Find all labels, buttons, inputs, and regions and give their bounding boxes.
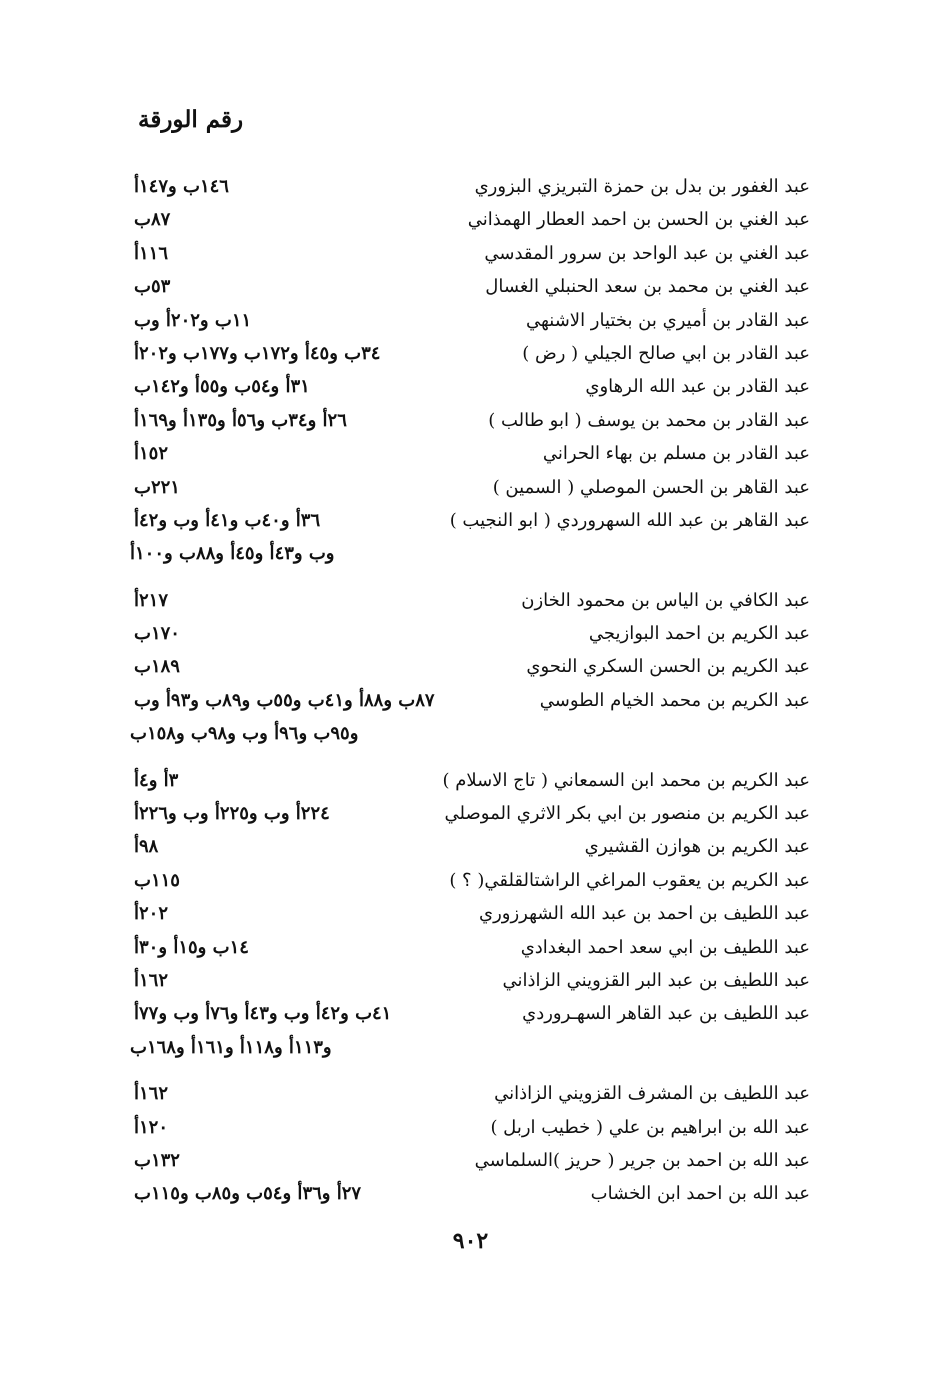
entry-name: عبد القادر بن مسلم بن بهاء الحراني [542,443,810,465]
index-entry [130,437,810,470]
entry-folio-reference: ٥٣ب [134,276,171,298]
entry-folio-reference: ١٣٢ب [134,1149,180,1171]
index-entry [130,684,810,717]
entry-folio-reference: ١٨٩ب [134,656,180,678]
entry-folio-reference: و١١٣أ و١١٨أ و١٦١أ و١٦٨ب [130,1036,332,1058]
index-entry [130,304,810,337]
entry-name: عبد اللطيف بن عبد البر القزويني الزاذاني [502,969,810,991]
index-entry [130,404,810,437]
entry-name: عبد الكريم بن محمد ابن السمعاني ( تاج الاسلام ) [442,769,810,791]
index-entry [130,864,810,897]
entry-name: عبد الكافي بن الياس بن محمود الخازن [521,589,810,611]
entry-name: عبد القادر بن عبد الله الرهاوي [585,376,810,398]
entry-name: عبد الله بن احمد ابن الخشاب [590,1183,810,1205]
entry-name: عبد الكريم بن هوازن القشيري [584,836,810,858]
entry-folio-reference: ٢٦أ و٣٤ب و٥٦أ و١٣٥أ و١٦٩أ [134,409,347,431]
entry-name: عبد القاهر بن الحسن الموصلي ( السمين ) [492,476,810,498]
entry-folio-reference: ٨٧ب [134,209,171,231]
index-entry [130,237,810,270]
index-entry [130,931,810,964]
entry-folio-reference: ١٧٠ب [134,623,180,645]
index-entry [130,1077,810,1110]
entry-name: عبد الله بن احمد بن جرير ( حريز )السلماسي [474,1149,810,1171]
index-entry [130,584,810,617]
entry-name: عبد الكريم بن منصور بن ابي بكر الاثري الموصلي [444,803,810,825]
entry-folio-reference: ١١ب و٢٠٢أ وب [134,309,252,331]
entry-folio-reference: ٨٧ب و٨٨أ و٤١ب و٥٥ب و٨٩ب و٩٣أ وب [134,689,435,711]
entry-name: عبد الكريم بن احمد البوازيجي [588,623,810,645]
index-entry [130,797,810,830]
entry-name: عبد اللطيف بن عبد القاهر السهـروردي [522,1003,810,1025]
entry-folio-reference: ٢٠٢أ [134,903,169,925]
entry-folio-reference: ٣٦أ و٤٠ب و٤١أ وب و٤٢أ [134,509,321,531]
entry-folio-reference: ٣٤ب و٤٥أ و١٧٢ب و١٧٧ب و٢٠٢أ [134,342,381,364]
entry-name: عبد الكريم بن محمد الخيام الطوسي [539,689,810,711]
entry-name: عبد الغني بن محمد بن سعد الحنبلي الغسال [485,276,810,298]
entry-name: عبد الغني بن عبد الواحد بن سرور المقدسي [484,242,810,264]
entry-folio-reference: ١٤٦ب و١٤٧أ [134,176,229,197]
index-entry [130,1111,810,1144]
column-heading: رقم الورقة [138,106,244,133]
entry-folio-reference: ١١٥ب [134,869,180,891]
index-entry [130,370,810,403]
entry-folio-reference: وب و٤٣أ و٤٥أ و٨٨ب و١٠٠أ [130,543,335,565]
entry-folio-reference: ٢٢١ب [134,476,180,498]
entry-folio-reference: ١٢٠أ [134,1116,169,1138]
index-entry [130,1177,810,1210]
index-entry [130,830,810,863]
entry-folio-reference: ١٥٢أ [134,443,169,465]
entry-name: عبد القاهر بن عبد الله السهروردي ( ابو النجيب ) [449,509,810,531]
page-number: ٩٠٢ [452,1228,489,1254]
index-entry [130,504,810,537]
index-entry [130,203,810,236]
entry-folio-reference: ٩٨أ [134,836,159,858]
entry-name: عبد الكريم بن الحسن السكري النحوي [526,656,810,678]
index-entry-continuation [130,1031,810,1064]
entry-folio-reference: ٢٧أ و٣٦أ و٥٤ب و٨٥ب و١١٥ب [134,1183,362,1205]
entry-folio-reference: ١٦٢أ [134,1083,169,1105]
entry-folio-reference: ٢١٧أ [134,589,169,611]
index-entry [130,1144,810,1177]
entry-name: عبد اللطيف بن ابي سعد احمد البغدادي [520,936,810,958]
index-entry-continuation [130,717,810,750]
index-entry-continuation [130,537,810,570]
index-entry [130,170,810,203]
index-list [130,170,810,1211]
entry-name: عبد اللطيف بن احمد بن عبد الله الشهرزوري [478,903,810,925]
index-entry [130,650,810,683]
entry-folio-reference: ٤١ب و٤٢أ وب و٤٣أ و٧٦أ وب و٧٧أ [134,1003,392,1025]
entry-name: عبد الله بن ابراهيم بن علي ( خطيب اربل ) [490,1116,810,1138]
entry-name: عبد اللطيف بن المشرف القزويني الزاذاني [494,1083,810,1105]
entry-folio-reference: ٣١أ و٥٤ب و٥٥أ و١٤٢ب [134,376,310,398]
entry-folio-reference: ١١٦أ [134,242,169,264]
index-entry [130,471,810,504]
entry-name: عبد الغفور بن بدل بن حمزة التبريزي البزوري [474,176,810,197]
entry-name: عبد القادر بن أميري بن بختيار الاشنهي [525,309,810,331]
entry-folio-reference: ٣أ و٤أ [134,769,179,791]
index-entry [130,897,810,930]
index-entry [130,997,810,1030]
index-entry [130,270,810,303]
entry-folio-reference: ١٤ب و١٥أ و٣٠أ [134,936,249,958]
entry-name: عبد الكريم بن يعقوب المراغي الراشتالقلقي( ؟ ) [449,869,810,891]
index-entry [130,764,810,797]
entry-name: عبد الغني بن الحسن بن احمد العطار الهمذاني [467,209,810,231]
index-entry [130,617,810,650]
entry-folio-reference: ١٦٢أ [134,969,169,991]
entry-folio-reference: و٩٥ب و٩٦أ وب و٩٨ب و١٥٨ب [130,723,359,745]
entry-name: عبد القادر بن ابي صالح الجيلي ( رض ) [522,342,810,364]
entry-name: عبد القادر بن محمد بن يوسف ( ابو طالب ) [488,409,810,431]
index-entry [130,964,810,997]
index-entry [130,337,810,370]
entry-folio-reference: ٢٢٤أ وب و٢٢٥أ وب و٢٢٦أ [134,803,330,825]
